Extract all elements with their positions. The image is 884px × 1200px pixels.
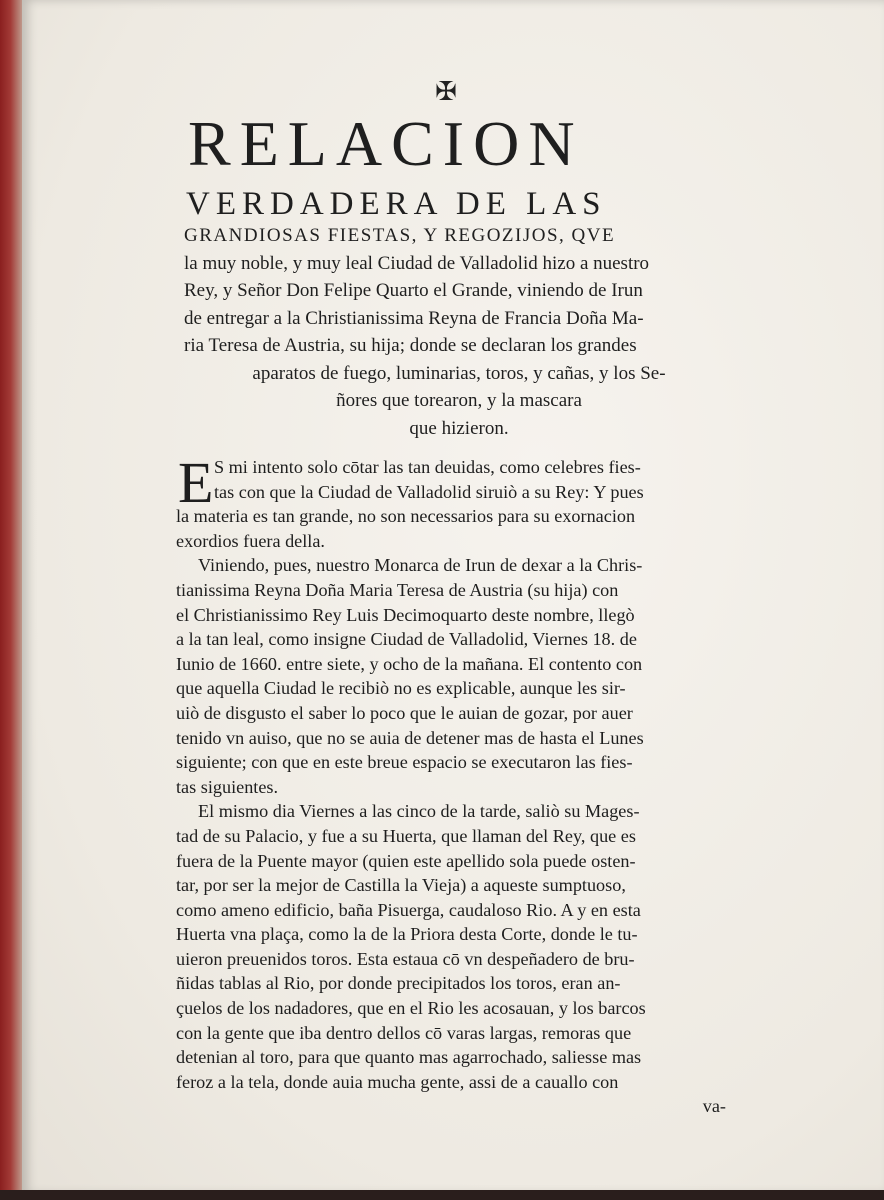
body-line: feroz a la tela, donde auia mucha gente, assi de a cauallo con [176,1071,619,1092]
body-line: siguiente; con que en este breue espacio se executaron las fies- [176,752,633,773]
description-line: ria Teresa de Austria, su hija; donde se declaran los grandes [184,335,637,356]
body-line: detenian al toro, para que quanto mas agarrochado, saliesse mas [176,1047,642,1068]
page-subtitle: VERDADERA DE LAS [186,186,607,222]
body-line: tar, por ser la mejor de Castilla la Vieja) a aqueste sumptuoso, [176,875,626,896]
description-line: que hizieron. [409,417,509,439]
body-line: tad de su Palacio, y fue a su Huerta, que llaman del Rey, que es [176,825,636,846]
page-bottom-shadow [0,1190,884,1200]
body-line: a la tan leal, como insigne Ciudad de Valladolid, Viernes 18. de [176,629,637,650]
catchword: va- [702,1096,726,1117]
body-line: ñidas tablas al Rio, por donde precipitados los toros, eran an- [176,973,621,994]
cross-ornament-icon: ✠ [435,77,457,107]
description-line: la muy noble, y muy leal Ciudad de Valladolid hizo a nuestro [184,252,650,274]
page-title: RELACION [188,108,584,179]
body-line: exordios fuera della. [176,530,325,551]
body-line: uieron preuenidos toros. Esta estaua cō vn despeñadero de bru- [176,948,635,969]
body-line: çuelos de los nadadores, que en el Rio les acosauan, y los barcos [176,998,646,1019]
body-line: uiò de disgusto el saber lo poco que le auian de gozar, por auer [176,702,633,723]
body-line: que aquella Ciudad le recibiò no es explicable, aunque les sir- [176,678,626,699]
body-line: Viniendo, pues, nuestro Monarca de Irun de dexar a la Chris- [198,555,643,576]
body-line: tas con que la Ciudad de Valladolid siruiò a su Rey: Y pues [214,481,644,502]
description-line: aparatos de fuego, luminarias, toros, y cañas, y los Se- [252,362,666,384]
body-line: tenido vn auiso, que no se auia de detener mas de hasta el Lunes [176,727,644,748]
body-line: el Christianissimo Rey Luis Decimoquarto deste nombre, llegò [176,604,635,625]
body-line: S mi intento solo cōtar las tan deuidas, como celebres fies- [214,457,641,477]
body-line: fuera de la Puente mayor (quien este apellido sola puede osten- [176,850,636,871]
body-line: con la gente que iba dentro dellos cō varas largas, remoras que [176,1022,632,1043]
description-line: GRANDIOSAS FIESTAS, Y REGOZIJOS, QVE [184,225,616,246]
body-text [176,450,726,1119]
title-description [184,222,734,442]
body-line: Huerta vna plaça, como la de la Priora desta Corte, donde le tu- [176,924,638,945]
description-line: Rey, y Señor Don Felipe Quarto el Grande, viniendo de Irun [184,280,643,301]
body-line: Iunio de 1660. entre siete, y ocho de la mañana. El contento con [176,653,643,674]
drop-cap: E [178,450,214,515]
description-line: de entregar a la Christianissima Reyna de Francia Doña Ma- [184,307,644,329]
body-line: tianissima Reyna Doña Maria Teresa de Austria (su hija) con [176,579,619,600]
body-line: El mismo dia Viernes a las cinco de la tarde, saliò su Mages- [198,801,640,822]
body-line: como ameno edificio, baña Pisuerga, caudaloso Rio. A y en esta [176,899,641,920]
body-line: tas siguientes. [176,776,279,797]
description-line: ñores que torearon, y la mascara [336,390,582,411]
body-line: la materia es tan grande, no son necessarios para su exornacion [176,506,636,527]
